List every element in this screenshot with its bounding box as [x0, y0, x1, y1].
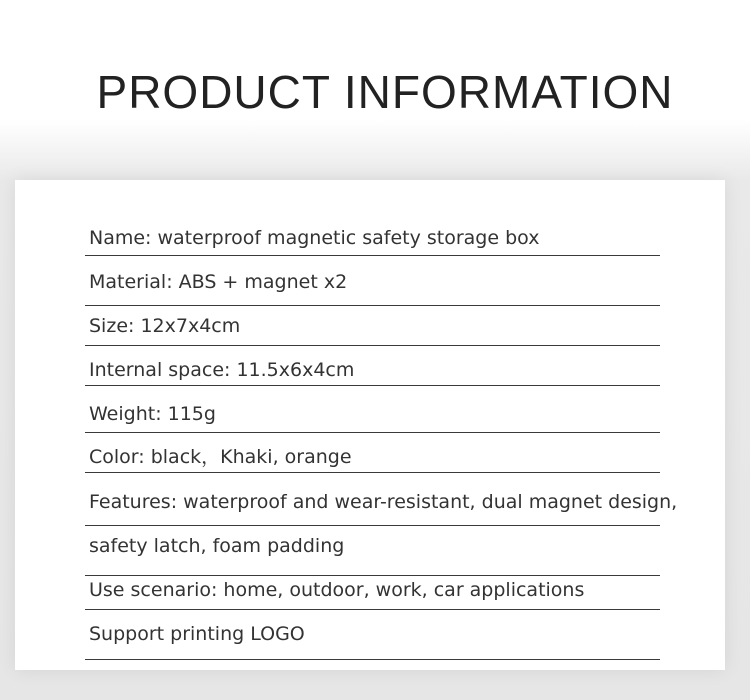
info-row-text: Support printing LOGO: [89, 623, 305, 645]
info-row-text: Features: waterproof and wear-resistant, dual magnet design,: [89, 491, 678, 513]
info-row-text: Use scenario: home, outdoor, work, car applications: [89, 579, 585, 601]
info-row-text: Material: ABS + magnet x2: [89, 271, 348, 293]
info-row-use-scenario: [85, 576, 660, 610]
info-row-features: [85, 473, 678, 526]
info-row-internal-space: [85, 346, 660, 386]
info-row-logo: [85, 610, 660, 660]
info-row-text: Name: waterproof magnetic safety storage box: [89, 227, 540, 249]
info-row-features-continued: [85, 526, 660, 576]
info-row-text: Internal space: 11.5x6x4cm: [89, 359, 355, 381]
info-row-weight: [85, 386, 660, 433]
info-row-text: Weight: 115g: [89, 403, 216, 425]
info-row-size: [85, 306, 660, 346]
page-title: PRODUCT INFORMATION: [96, 66, 674, 118]
info-row-name: [85, 216, 660, 256]
info-row-text: Size: 12x7x4cm: [89, 315, 241, 337]
info-row-text: Color: black，Khaki, orange: [89, 446, 352, 468]
info-row-color: [85, 433, 660, 473]
info-row-material: [85, 256, 660, 306]
info-row-text: safety latch, foam padding: [89, 535, 345, 557]
